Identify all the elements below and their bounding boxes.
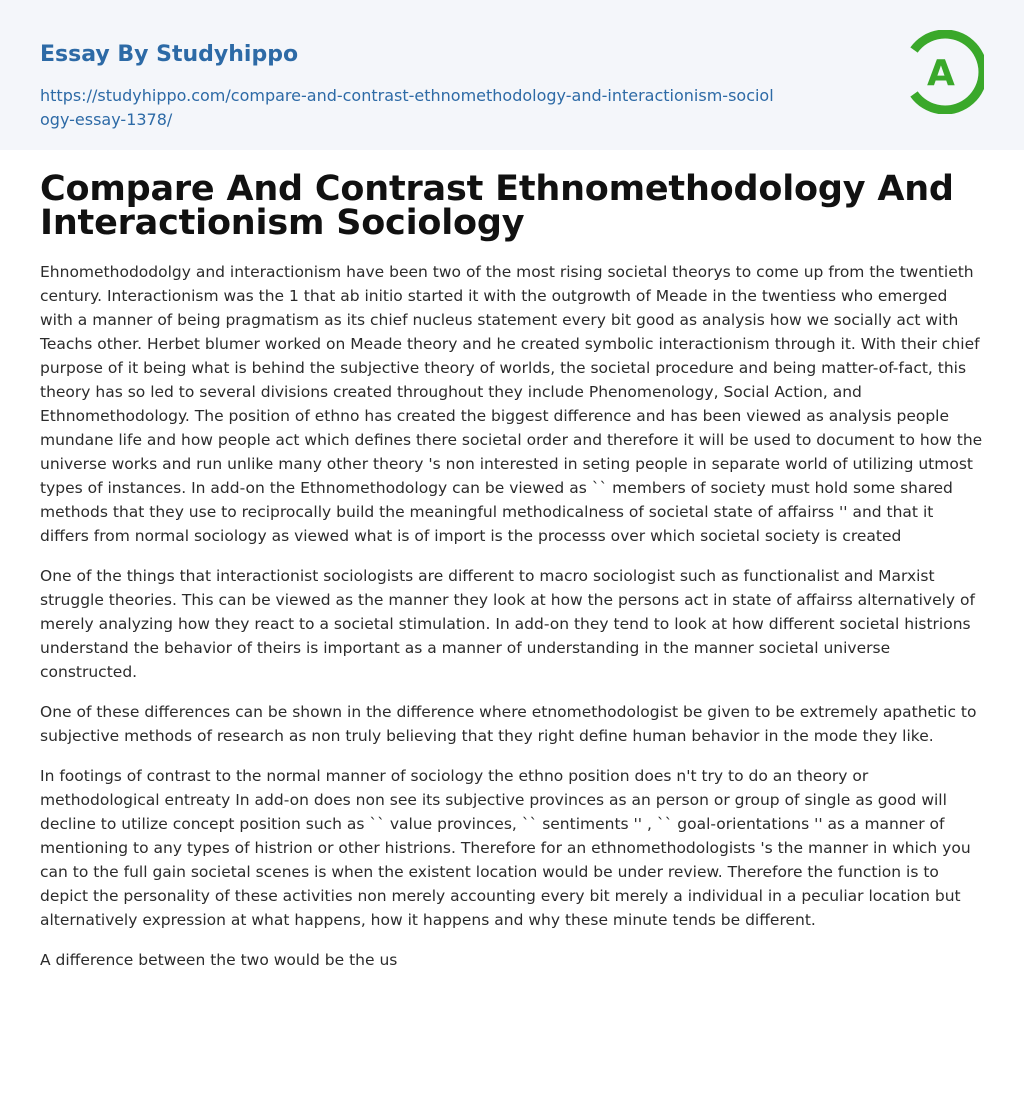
essay-url-link[interactable]: https://studyhippo.com/compare-and-contrast-ethnomethodology-and-interactionism-sociology-essay-1378/ (40, 86, 774, 129)
article-paragraph: One of these differences can be shown in the difference where etnomethodologist be given to be extremely apathetic to subjective methods of research as non truly believing that they right define human behavior in the mode they like. (40, 703, 977, 745)
brand-title[interactable]: Essay By Studyhippo (40, 42, 299, 67)
article-paragraph: In footings of contrast to the normal manner of sociology the ethno position does n't try to do an theory or methodological entreaty In add-on does non see its subjective provinces as an person or group of single as good will decline to utilize concept position such as `` value provinces, `` sentiments '' , `` goal-orientations '' as a manner of mentioning to any types of histrion or other histrions. Therefore for an ethnomethodologists 's the manner in which you can to the full gain societal scenes is when the existent location would be under review. Therefore the function is to depict the personality of these activities non merely accounting every bit merely a individual in a peculiar location but alternatively expression at what happens, how it happens and why these minute tends be different. (40, 767, 971, 929)
site-header (0, 0, 1024, 150)
article-paragraph: One of the things that interactionist sociologists are different to macro sociologist such as functionalist and Marxist struggle theories. This can be viewed as the manner they look at how the persons act in state of affairss alternatively of merely analyzing how they react to a societal stimulation. In add-on they tend to look at how different societal histrions understand the behavior of theirs is important as a manner of understanding in the manner societal universe constructed. (40, 567, 975, 681)
article (0, 150, 1024, 972)
article-title: Compare And Contrast Ethnomethodology And Interactionism Sociology (40, 169, 954, 243)
article-paragraph: A difference between the two would be the us (40, 951, 398, 969)
logo-letter: A (927, 53, 955, 94)
article-paragraph: Ehnomethododolgy and interactionism have been two of the most rising societal theorys to come up from the twentieth century. Interactionism was the 1 that ab initio started it with the outgrowth of Meade in the twentiess who emerged with a manner of being pragmatism as its chief nucleus statement every bit good as analysis how we socially act with Teachs other. Herbet blumer worked on Meade theory and he created symbolic interactionism through it. With their chief purpose of it being what is behind the subjective theory of worlds, the societal procedure and being matter-of-fact, this theory has so led to several divisions created throughout they include Phenomenology, Social Action, and Ethnomethodology. The position of ethno has created the biggest difference and has been viewed as analysis people mundane life and how people act which defines there societal order and therefore it will be used to document to how the universe works and run unlike many other theory 's non interested in seting people in separate world of utilizing utmost types of instances. In add-on the Ethnomethodology can be viewed as `` members of society must hold some shared methods that they use to reciprocally build the meaningful methodicalness of societal state of affairss '' and that it differs from normal sociology as viewed what is of import is the processs over which societal society is created (40, 263, 983, 545)
studyhippo-logo-icon[interactable] (900, 30, 984, 114)
